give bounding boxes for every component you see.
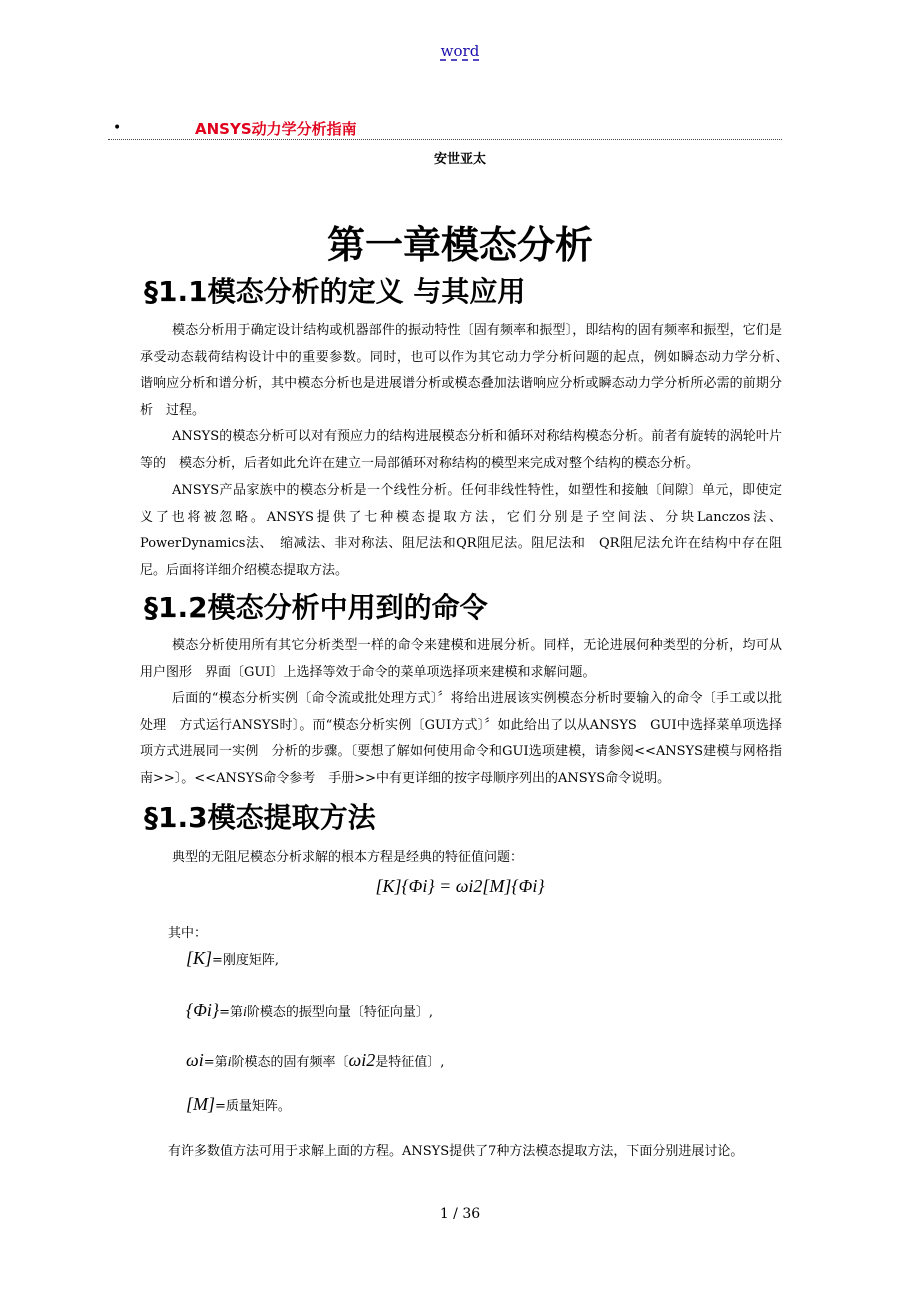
- section-heading-1-2: §1.2模态分析中用到的命令: [144, 591, 488, 624]
- list-bullet: •: [113, 120, 122, 136]
- chapter-title: 第一章模态分析: [326, 223, 593, 267]
- mass-text: =质量矩阵。: [215, 1099, 291, 1114]
- definition-mass: [186, 1094, 291, 1115]
- omega-text-2: 阶模态的固有频率〔: [231, 1055, 349, 1070]
- mode-index: i: [243, 1005, 247, 1020]
- header-divider: [108, 139, 782, 140]
- omega-text-1: =第: [203, 1055, 228, 1070]
- omega-index: i: [227, 1055, 232, 1070]
- where-label: 其中：: [168, 926, 208, 941]
- section-heading-1-3: §1.3模态提取方法: [144, 801, 376, 834]
- page-number: 1 / 36: [439, 1206, 481, 1222]
- stiffness-text: =刚度矩阵,: [212, 953, 280, 968]
- paragraph-1-2-a: 模态分析使用所有其它分析类型一样的命令来建模和进展分析。同样，无论进展何种类型的分析，均可从用户图形 界面〔GUI〕上选择等效于命令的菜单项选择项来建模和求解问题。: [140, 638, 782, 680]
- definition-natural-frequency: [186, 1050, 444, 1071]
- omega-symbol: ωi: [186, 1050, 204, 1070]
- mass-symbol: [M]: [186, 1094, 216, 1114]
- omega-squared-symbol: ωi2: [348, 1050, 376, 1070]
- mode-shape-text-1: =第: [219, 1005, 244, 1020]
- document-title-link[interactable]: ANSYS动力学分析指南: [195, 120, 357, 138]
- eigen-equation: [K]{Φi} = ωi2[M]{Φi}: [375, 876, 545, 896]
- section-heading-1-1: §1.1模态分析的定义 与其应用: [144, 275, 526, 308]
- paragraph-1-2-b: 后面的“模态分析实例〔命令流或批处理方式〕〞将给出进展该实例模态分析时要输入的命令〔手工或以批处理 方式运行ANSYS时〕。而“模态分析实例〔GUI方式〕〞如此给出了以从ANSYS GUI中选择菜单项选择项方式进展同一实例 分析的步骤。〔要想了解如何使用命令和GUI选项建模，请参阅<<ANSYS建模与网格指南>>〕。<<ANSYS命令参考 手册>>中有更详细的按字母顺序列出的ANSYS命令说明。: [140, 691, 782, 786]
- paragraph-1-1-a: 模态分析用于确定设计结构或机器部件的振动特性〔固有频率和振型〕，即结构的固有频率和振型，它们是 承受动态载荷结构设计中的重要参数。同时，也可以作为其它动力学分析问题的起点，例如瞬态动力学分析、 谐响应分析和谱分析，其中模态分析也是进展谱分析或模态叠加法谐响应分析或瞬态动力学分析所必需的前期分析 过程。: [140, 323, 796, 418]
- mode-shape-symbol: {Φi}: [186, 1000, 220, 1020]
- closing-paragraph: 有许多数值方法可用于求解上面的方程。ANSYS提供了7种方法模态提取方法，下面分别进展讨论。: [168, 1144, 744, 1159]
- stiffness-symbol: [K]: [186, 948, 213, 968]
- eigen-intro: 典型的无阻尼模态分析求解的根本方程是经典的特征值问题：: [172, 850, 524, 865]
- paragraph-1-1-b: ANSYS的模态分析可以对有预应力的结构进展模态分析和循环对称结构模态分析。前者有旋转的涡轮叶片等的 模态分析，后者如此允许在建立一局部循环对称结构的模型来完成对整个结构的模态分析。: [140, 429, 782, 471]
- definition-stiffness: [186, 948, 279, 969]
- mode-shape-text-2: 阶模态的振型向量〔特征向量〕,: [246, 1005, 434, 1020]
- definition-mode-shape: [186, 1000, 433, 1021]
- header-word-link[interactable]: word: [440, 42, 480, 60]
- paragraph-1-1-c: ANSYS产品家族中的模态分析是一个线性分析。任何非线性特性，如塑性和接触〔间隙〕单元，即使定 义了也将被忽略。ANSYS提供了七种模态提取方法，它们分别是子空间法、分块Lanczos法、PowerDynamics法、 缩减法、非对称法、阻尼法和QR阻尼法。阻尼法和 QR阻尼法允许在结构中存在阻尼。后面将详细介绍模态提取方法。: [140, 483, 796, 578]
- author: 安世亚太: [433, 152, 486, 167]
- omega-text-3: 是特征值〕,: [375, 1055, 445, 1070]
